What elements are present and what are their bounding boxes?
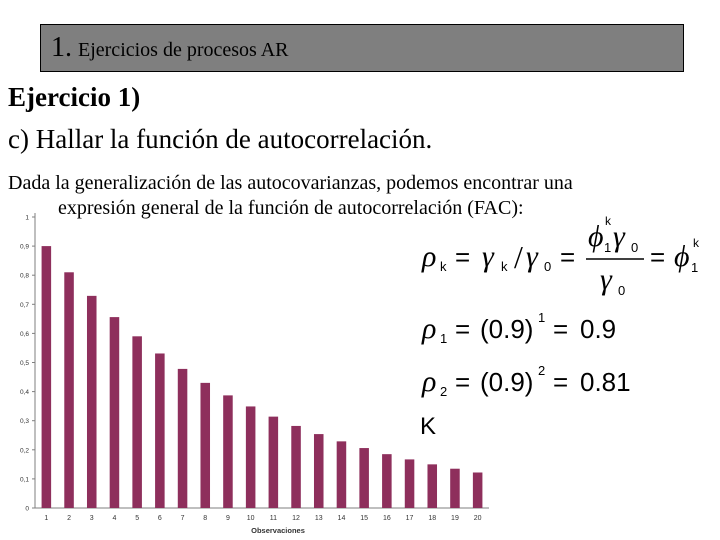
bar: [223, 395, 233, 508]
formula-rho-2: [421, 363, 631, 399]
x-tick-label: 13: [314, 515, 323, 522]
bar: [64, 272, 74, 508]
exercise-title: Ejercicio 1): [8, 82, 141, 112]
eq-6: =: [455, 367, 471, 397]
bar: [42, 246, 52, 508]
bar: [314, 434, 324, 508]
gamma-den: γ: [600, 263, 612, 296]
y-tick-label: 0,1: [19, 476, 29, 484]
k-label: K: [420, 413, 437, 440]
phi-num: ϕ: [588, 220, 604, 253]
formula-general: [421, 214, 700, 298]
gamma-0: γ: [526, 240, 538, 273]
y-tick-label: 0,2: [19, 447, 29, 455]
y-tick-label: 0,5: [19, 360, 29, 367]
rho-2-sub: 2: [440, 384, 448, 399]
slide-title: Ejercicios de procesos AR: [78, 39, 289, 61]
x-tick-label: 6: [157, 515, 162, 522]
x-axis-label: Observaciones: [251, 526, 305, 535]
fac-formulas: [418, 214, 708, 404]
x-tick-label: 4: [112, 515, 117, 522]
bar: [427, 464, 437, 508]
x-tick-label: 19: [451, 515, 459, 522]
bar: [87, 296, 97, 508]
phi-num-sup: k: [605, 214, 611, 228]
bar: [291, 426, 301, 508]
rho-2: ρ: [422, 365, 437, 398]
bar: [200, 383, 210, 508]
rho-k-sub: k: [440, 259, 447, 274]
x-tick-label: 11: [269, 515, 277, 522]
gamma-k: γ: [482, 240, 494, 273]
paragraph-line-1: Dada la generalización de las autocovarianzas, podemos encontrar una: [8, 172, 573, 194]
slide-number: 1.: [51, 32, 72, 63]
bar: [405, 459, 415, 508]
phi-result: ϕ: [674, 240, 690, 273]
value-2: (0.9): [480, 367, 534, 397]
gamma-k-sub: k: [501, 259, 508, 274]
exercise-subtitle: c) Hallar la función de autocorrelación.: [8, 124, 433, 154]
eq-5: =: [553, 314, 569, 344]
gamma-num-sub: 0: [631, 240, 639, 255]
formula-rho-1: [421, 310, 616, 346]
bar: [473, 472, 483, 508]
bar: [155, 353, 165, 508]
slide-header-text: [51, 32, 289, 64]
bar: [337, 441, 347, 508]
y-tick-label: 1: [25, 214, 29, 222]
result-1: 0.9: [580, 314, 617, 344]
bar: [178, 369, 188, 508]
slide-header: [40, 24, 684, 72]
y-tick-label: 0,7: [19, 301, 29, 309]
x-tick-label: 3: [89, 515, 94, 522]
eq-7: =: [553, 367, 569, 397]
eq-4: =: [455, 314, 471, 344]
phi-result-sub: 1: [691, 260, 699, 275]
bar: [450, 469, 460, 508]
x-tick-label: 2: [67, 515, 72, 522]
x-tick-label: 9: [225, 515, 230, 522]
x-tick-label: 14: [337, 515, 346, 522]
y-tick-label: 0,6: [19, 330, 29, 338]
phi-result-sup: k: [693, 236, 699, 250]
rho-1: ρ: [422, 312, 437, 345]
bar: [132, 336, 142, 508]
slash: /: [514, 239, 523, 275]
bar: [382, 454, 392, 508]
rho-k: ρ: [422, 240, 437, 273]
result-2: 0.81: [580, 367, 631, 397]
x-tick-label: 10: [246, 515, 255, 522]
gamma-0-sub: 0: [544, 259, 552, 274]
eq-2: =: [560, 242, 576, 272]
x-tick-label: 1: [44, 515, 49, 522]
exp-2: 2: [538, 363, 546, 378]
paragraph-line-2: expresión general de la función de autocorrelación (FAC):: [58, 197, 524, 219]
x-tick-label: 12: [292, 515, 300, 522]
y-tick-label: 0,8: [19, 272, 29, 280]
bar: [359, 448, 369, 508]
eq-1: =: [455, 242, 471, 272]
exp-1: 1: [538, 310, 546, 325]
bar: [110, 317, 120, 508]
x-tick-label: 20: [473, 515, 482, 522]
bar: [246, 406, 256, 508]
x-tick-label: 7: [180, 515, 185, 522]
x-tick-label: 8: [203, 515, 208, 522]
x-tick-label: 16: [382, 515, 391, 522]
y-tick-label: 0,3: [19, 418, 29, 426]
gamma-num: γ: [613, 220, 625, 253]
eq-3: =: [650, 242, 666, 272]
gamma-den-sub: 0: [618, 283, 626, 298]
y-tick-label: 0,9: [19, 243, 29, 251]
bar: [269, 417, 279, 508]
x-tick-label: 5: [135, 515, 140, 522]
phi-num-sub: 1: [604, 240, 612, 255]
value-1: (0.9): [480, 314, 534, 344]
y-tick-label: 0,4: [19, 389, 29, 397]
y-tick-label: 0: [25, 505, 29, 513]
x-tick-label: 18: [428, 515, 437, 522]
x-tick-label: 15: [360, 515, 369, 522]
rho-1-sub: 1: [440, 331, 448, 346]
x-tick-label: 17: [405, 515, 414, 522]
